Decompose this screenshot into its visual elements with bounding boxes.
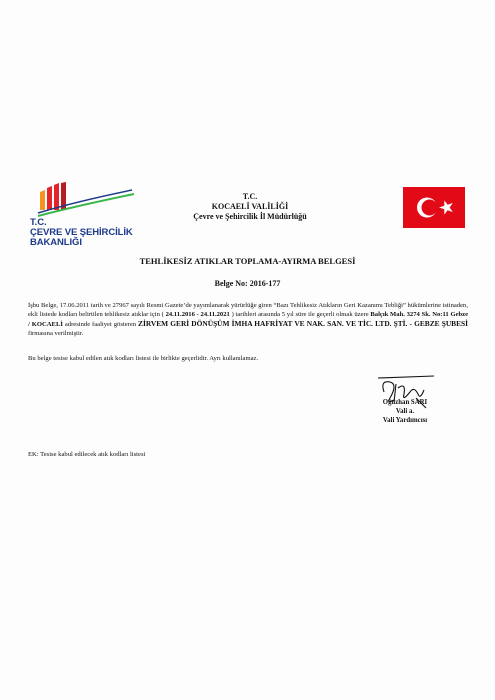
- attachment-note: EK: Tesise kabul edilecek atık kodları listesi: [28, 451, 146, 458]
- certificate-body-paragraph: [28, 301, 468, 338]
- header-governorship: KOCAELİ VALİLİĞİ: [211, 202, 289, 211]
- body-text-part4: firmasına verilmiştir.: [28, 330, 84, 337]
- logo-line-ministry: ÇEVRE VE ŞEHİRCİLİK: [30, 227, 133, 238]
- signatory-on-behalf: Vali a.: [395, 408, 415, 415]
- document-number: Belge No: 2016-177: [214, 279, 281, 288]
- turkish-flag: [403, 187, 465, 228]
- ministry-logo: [30, 180, 150, 250]
- header-directorate: Çevre ve Şehircilik İl Müdürlüğü: [193, 212, 307, 221]
- company-name: ZİRVEM GERİ DÖNÜŞÜM İMHA HAFRİYAT VE NAK. SAN. VE TİC. LTD. ŞTİ. - GEBZE ŞUBESİ: [138, 319, 469, 328]
- signatory-name: Oğuzhan SARI: [382, 399, 428, 406]
- facility-address: Balçık Mah. 3274 Sk. No:11 Gebze / KOCAELİ: [28, 311, 469, 328]
- document-title: TEHLİKESİZ ATIKLAR TOPLAMA-AYIRMA BELGESİ: [139, 256, 356, 266]
- signatory-title: Vali Yardımcısı: [382, 417, 428, 424]
- body-text-part3: adresinde faaliyet gösteren: [62, 321, 139, 328]
- logo-line-tc: T.C.: [30, 217, 47, 228]
- body-text-part1: İşbu Belge, 17.06.2011 tarih ve 27967 sayılı Resmi Gazete’de yayımlanarak yürürlüğe giren “Bazı Tehlikesiz Atıkların Geri Kazanımı Tebliği” hükümlerine istinaden, ekli listede kodları belirtilen tehlikesiz atıklar için (: [28, 302, 468, 318]
- body-text-part2: ) tarihleri arasında 5 yıl süre ile geçerli olmak üzere: [231, 311, 371, 318]
- validity-date-range: 24.11.2016 - 24.11.2021: [163, 311, 232, 318]
- logo-line-bakanlik: BAKANLIĞI: [30, 237, 82, 248]
- ministry-logo-text: [30, 218, 133, 248]
- header-tc: T.C.: [242, 192, 258, 201]
- validity-note: Bu belge tesise kabul edilen atık kodları listesi ile birlikte geçerlidir. Ayrı kullanılamaz.: [28, 355, 259, 362]
- ministry-logo-icon: [36, 180, 136, 220]
- signatory-block: [350, 398, 460, 425]
- crescent-star-icon: [403, 187, 465, 228]
- issuer-header: [150, 192, 350, 222]
